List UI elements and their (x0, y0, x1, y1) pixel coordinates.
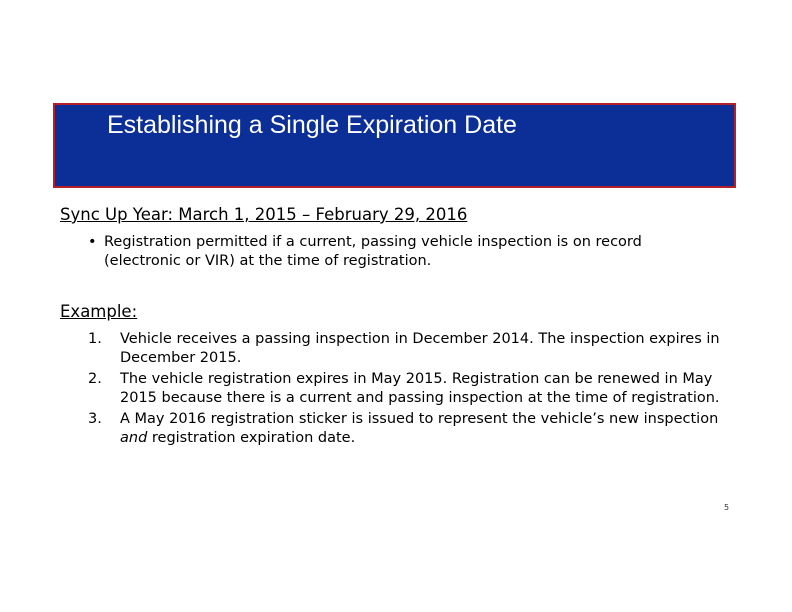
list-item-text-emphasis: and (120, 429, 148, 446)
list-number: 2. (88, 371, 102, 387)
list-item-text: The vehicle registration expires in May 2015. Registration can be renewed in May 2015 because there is a current and passing inspection at the time of registration. (120, 371, 720, 406)
example-heading: Example: (60, 302, 138, 321)
slide-title: Establishing a Single Expiration Date (107, 111, 517, 139)
list-item-text (120, 411, 718, 446)
list-item-text-after: registration expiration date. (147, 429, 356, 446)
list-item (88, 410, 728, 447)
list-item-text-before: A May 2016 registration sticker is issued to represent the vehicle’s new inspection (120, 411, 719, 427)
list-number: 3. (88, 411, 102, 427)
sync-bullet-line-2: (electronic or VIR) at the time of registration. (104, 253, 432, 269)
sync-bullet (88, 233, 728, 271)
list-item (88, 330, 728, 367)
bullet-glyph: • (88, 234, 97, 250)
list-item (88, 370, 728, 407)
example-list (88, 330, 728, 450)
sync-bullet-line-1: Registration permitted if a current, passing vehicle inspection is on record (104, 234, 642, 250)
sync-up-year-heading: Sync Up Year: March 1, 2015 – February 29, 2016 (60, 205, 468, 224)
page-number: 5 (724, 503, 730, 512)
list-number: 1. (88, 331, 102, 347)
list-item-text: Vehicle receives a passing inspection in December 2014. The inspection expires in December 2015. (120, 331, 720, 366)
sync-bullet-text (104, 233, 728, 271)
title-banner (53, 103, 736, 188)
